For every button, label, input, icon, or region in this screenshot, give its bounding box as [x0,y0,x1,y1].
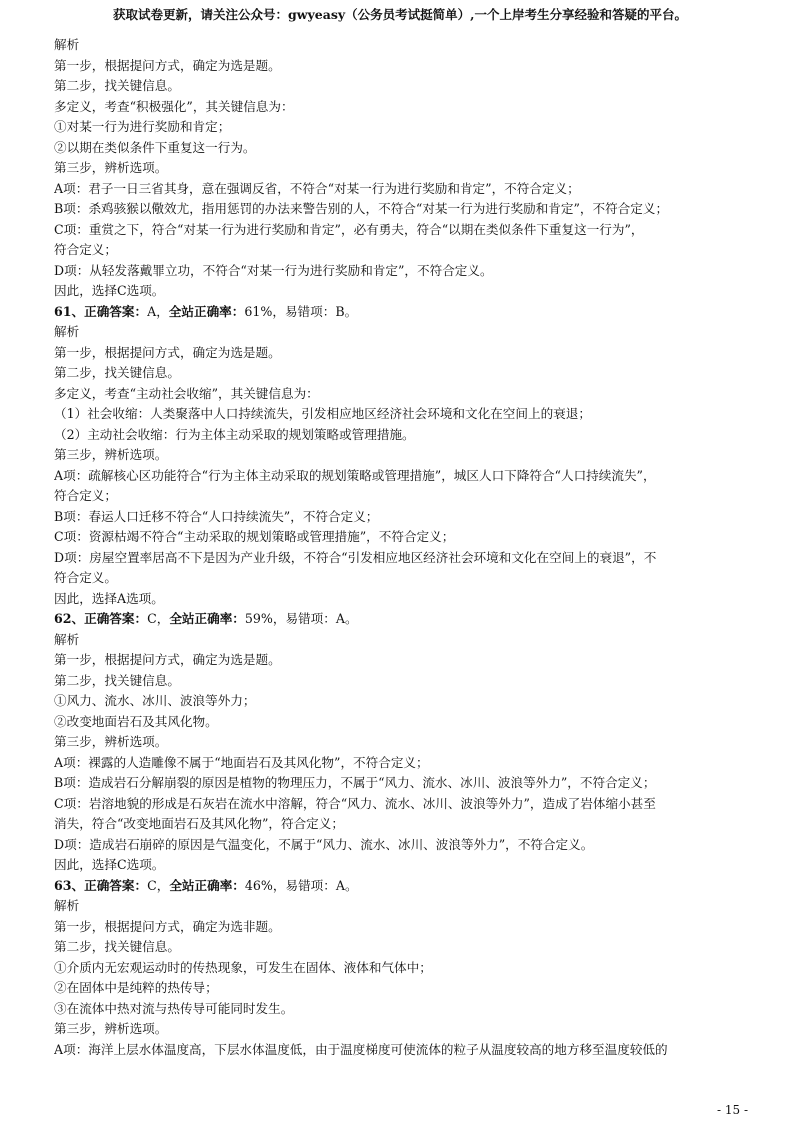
analysis-heading: 解析 [54,631,80,647]
text-line: A项：海洋上层水体温度高，下层水体温度低，由于温度梯度可使流体的粒子从温度较高的地方移至温度较低的 [54,1041,668,1057]
answer-line [54,876,754,897]
text-line: C项：资源枯竭不符合“主动采取的规划策略或管理措施”，不符合定义； [54,529,455,544]
text-line: 第三步，辨析选项。 [54,447,168,462]
accuracy-label: 全站正确率： [169,877,245,893]
text-line: B项：杀鸡骇猴以儆效尤，指用惩罚的办法来警告别的人，不符合“对某一行为进行奖励和肯定”，不符合定义； [54,201,669,216]
accuracy-value: 59%，易错项：A。 [244,611,358,626]
question-block-62 [54,609,754,876]
text-line: 符合定义； [54,242,117,257]
document-body [54,35,754,1060]
text-line: ③在流体中热对流与热传导可能同时发生。 [54,1000,294,1016]
text-line: ①介质内无宏观运动时的传热现象，可发生在固体、液体和气体中； [54,959,432,975]
text-line: 第一步，根据提问方式，确定为选是题。 [54,57,281,73]
text-line: 第三步，辨析选项。 [54,160,168,175]
question-block-60 [54,35,754,302]
text-line: D项：从轻发落戴罪立功，不符合“对某一行为进行奖励和肯定”，不符合定义。 [54,262,493,278]
text-line: C项：岩溶地貌的形成是石灰岩在流水中溶解，符合“风力、流水、冰川、波浪等外力”，造成了岩体缩小甚至 [54,795,656,811]
text-line: 因此，选择A选项。 [54,590,164,606]
text-line: D项：造成岩石崩碎的原因是气温变化，不属于“风力、流水、冰川、波浪等外力”，不符合定义。 [54,836,594,852]
text-line: 第一步，根据提问方式，确定为选非题。 [54,918,281,934]
question-block-63 [54,876,754,1061]
text-line: 第二步，找关键信息。 [54,365,180,380]
question-block-61 [54,302,754,610]
text-line: 消失，符合“改变地面岩石及其风化物”，符合定义； [54,816,344,831]
text-line: （1）社会收缩：人类聚落中人口持续流失，引发相应地区经济社会环境和文化在空间上的衰退； [54,406,591,421]
answer-value: A， [147,303,169,319]
text-line: A项：君子一日三省其身，意在强调反省，不符合“对某一行为进行奖励和肯定”，不符合定义； [54,180,580,196]
text-line: A项：裸露的人造雕像不属于“地面岩石及其风化物”，不符合定义； [54,754,429,770]
text-line: 符合定义； [54,488,117,503]
text-line: 因此，选择C选项。 [54,857,165,872]
accuracy-value: 61%，易错项：B。 [244,303,358,319]
answer-value: C， [147,611,170,626]
text-line: 第二步，找关键信息。 [54,78,180,93]
answer-line [54,609,754,630]
text-line: （2）主动社会收缩：行为主体主动采取的规划策略或管理措施。 [54,426,415,442]
text-line: ①对某一行为进行奖励和肯定； [54,119,231,134]
accuracy-value: 46%，易错项：A。 [244,877,358,893]
text-line: 第二步，找关键信息。 [54,672,180,688]
header-notice: 获取试卷更新，请关注公众号：gwyeasy（公务员考试挺简单）,一个上岸考生分享经验和答疑的平台。 [113,7,687,22]
analysis-heading: 解析 [54,324,80,339]
text-line: ②在固体中是纯粹的热传导； [54,980,218,995]
analysis-heading: 解析 [54,37,80,52]
text-line: ②以期在类似条件下重复这一行为。 [54,139,256,155]
text-line: B项：造成岩石分解崩裂的原因是植物的物理压力，不属于“风力、流水、冰川、波浪等外力”，不符合定义； [54,775,656,790]
accuracy-label: 全站正确率： [169,611,245,626]
text-line: ①风力、流水、冰川、波浪等外力； [54,693,256,708]
text-line: 第三步，辨析选项。 [54,1021,168,1036]
page-number: - 15 - [716,1103,748,1117]
answer-label: 62、正确答案： [54,611,148,626]
answer-label: 61、正确答案： [54,303,148,319]
text-line: 多定义，考查“积极强化”，其关键信息为： [54,98,294,114]
analysis-heading: 解析 [54,898,80,913]
text-line: 第一步，根据提问方式，确定为选是题。 [54,652,281,667]
answer-value: C， [147,877,170,893]
text-line: B项：春运人口迁移不符合“人口持续流失”，不符合定义； [54,508,379,524]
answer-label: 63、正确答案： [54,877,148,893]
text-line: 符合定义。 [54,570,117,585]
text-line: 第二步，找关键信息。 [54,939,180,954]
text-line: 因此，选择C选项。 [54,283,165,298]
text-line: 第三步，辨析选项。 [54,734,168,749]
text-line: A项：疏解核心区功能符合“行为主体主动采取的规划策略或管理措施”，城区人口下降符合“人口持续流失”， [54,467,656,483]
text-line: ②改变地面岩石及其风化物。 [54,713,218,729]
text-line: 第一步，根据提问方式，确定为选是题。 [54,344,281,360]
text-line: D项：房屋空置率居高不下是因为产业升级，不符合“引发相应地区经济社会环境和文化在空间上的衰退”，不 [54,549,657,565]
answer-line [54,302,754,323]
text-line: C项：重赏之下，符合“对某一行为进行奖励和肯定”，必有勇夫，符合“以期在类似条件下重复这一行为”， [54,221,644,237]
text-line: 多定义，考查“主动社会收缩”，其关键信息为： [54,385,319,401]
accuracy-label: 全站正确率： [168,303,245,319]
